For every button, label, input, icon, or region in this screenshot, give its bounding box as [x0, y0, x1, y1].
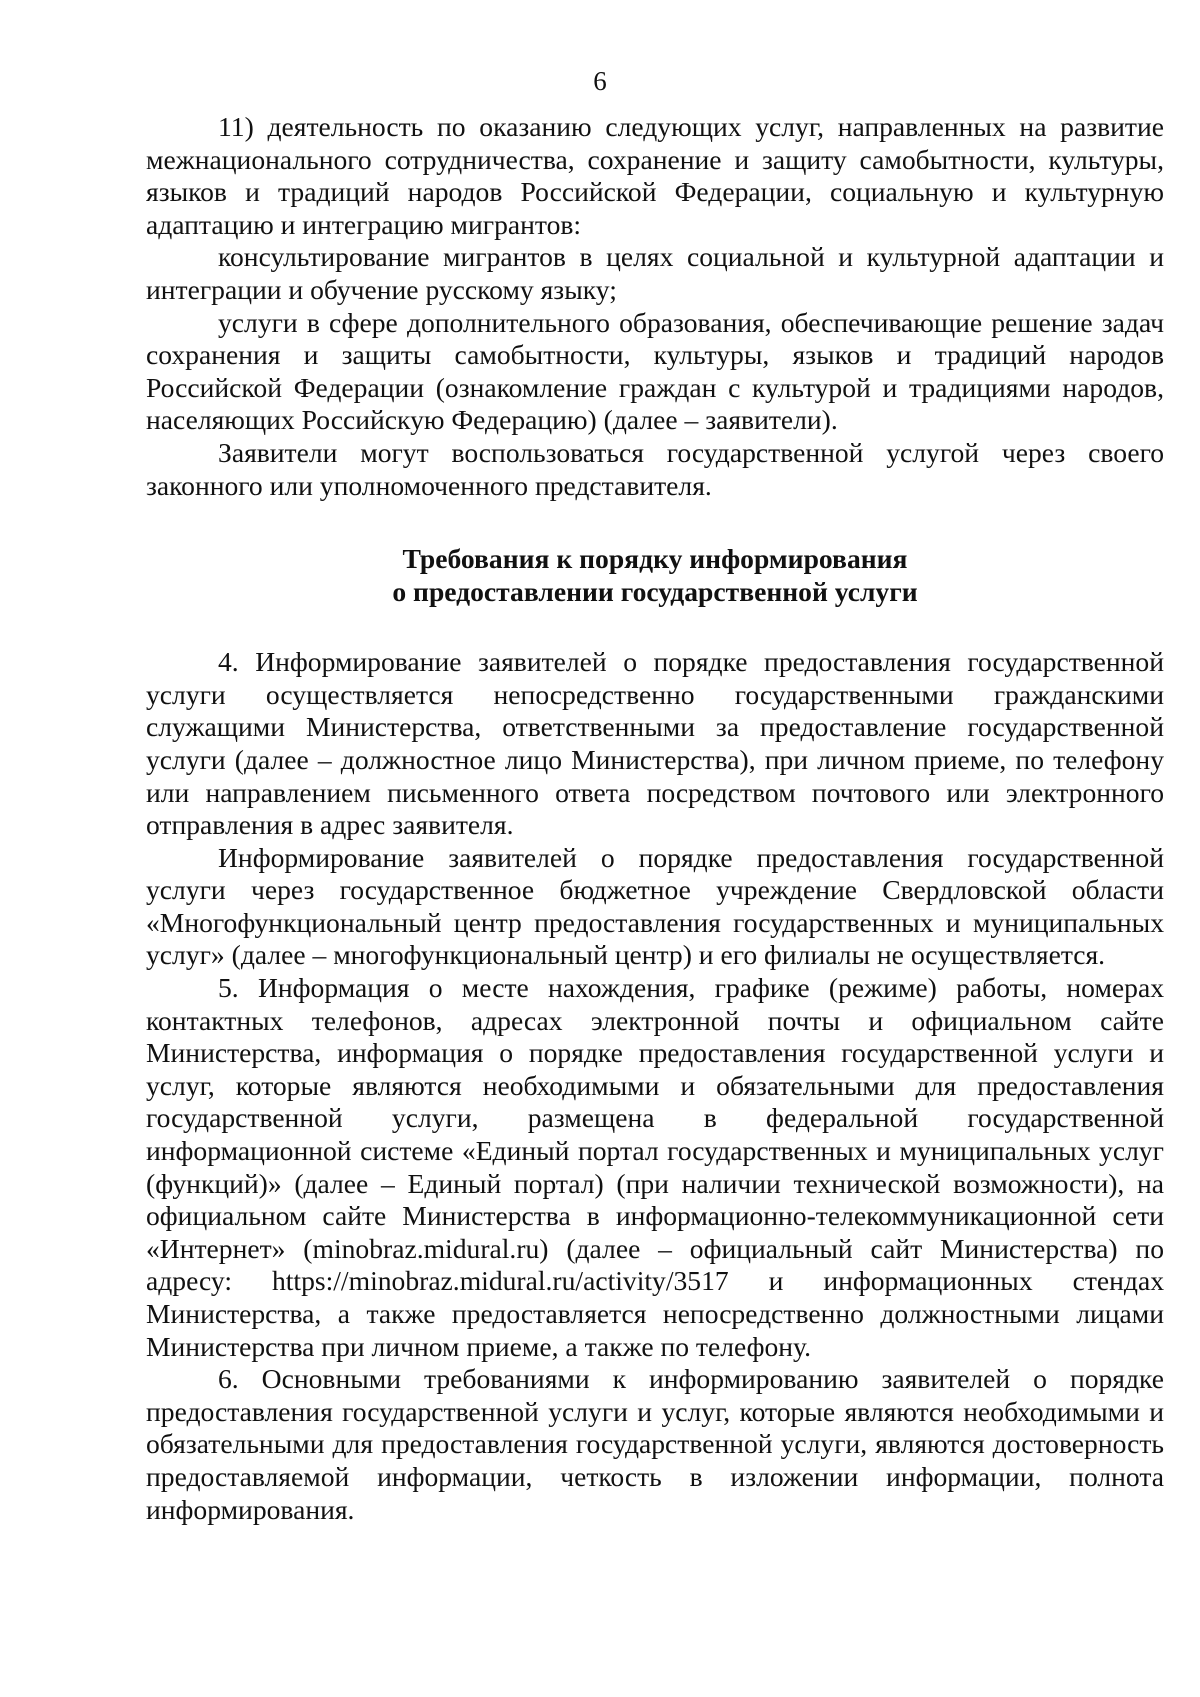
section-heading	[146, 542, 1164, 608]
paragraph-item-5: 5. Информация о месте нахождения, графике (режиме) работы, номерах контактных телефонов, адресах электронной почты и официальном сайте Министерства, информация о порядке предоставления государственной услуги и услуг, которые являются необходимыми и обязательными для предоставления государственной услуги, размещена в федеральной государственной информационной системе «Единый портал государственных и муниципальных услуг (функций)» (далее – Единый портал) (при наличии технической возможности), на официальном сайте Министерства в информационно-телекоммуникационной сети «Интернет» (minobraz.midural.ru) (далее – официальный сайт Министерства) по адресу: https://minobraz.midural.ru/activity/3517 и информационных стендах Министерства, а также предоставляется непосредственно должностными лицами Министерства при личном приеме, а также по телефону.	[146, 972, 1164, 1362]
paragraph-representative: Заявители могут воспользоваться государственной услугой через своего законного или уполномоченного представителя.	[146, 436, 1164, 501]
paragraph-consulting-migrants: консультирование мигрантов в целях социальной и культурной адаптации и интеграции и обучение русскому языку;	[146, 241, 1164, 305]
paragraph-mfc-note: Информирование заявителей о порядке предоставления государственной услуги через государственное бюджетное учреждение Свердловской области «Многофункциональный центр предоставления государственных и муниципальных услуг» (далее – многофункциональный центр) и его филиалы не осуществляется.	[146, 841, 1164, 971]
section-heading-line-2: о предоставлении государственной услуги	[392, 576, 918, 608]
paragraph-additional-education: услуги в сфере дополнительного образования, обеспечивающие решение задач сохранения и защиты самобытности, культуры, языков и традиций народов Российской Федерации (ознакомление граждан с культурой и традициями народов, населяющих Российскую Федерацию) (далее – заявители).	[146, 306, 1164, 436]
paragraph-item-6: 6. Основными требованиями к информированию заявителей о порядке предоставления государственной услуги и услуг, которые являются необходимыми и обязательными для предоставления государственной услуги, являются достоверность предоставляемой информации, четкость в изложении информации, полнота информирования.	[146, 1363, 1164, 1525]
document-body	[146, 111, 1164, 1526]
page-number: 6	[593, 66, 607, 96]
paragraph-item-4: 4. Информирование заявителей о порядке предоставления государственной услуги осуществляется непосредственно государственными гражданскими служащими Министерства, ответственными за предоставление государственной услуги (далее – должностное лицо Министерства), при личном приеме, по телефону или направлением письменного ответа посредством почтового или электронного отправления в адрес заявителя.	[146, 646, 1164, 841]
paragraph-item-11: 11) деятельность по оказанию следующих услуг, направленных на развитие межнационального сотрудничества, сохранение и защиту самобытности, культуры, языков и традиций народов Российской Федерации, социальную и культурную адаптацию и интеграцию мигрантов:	[146, 111, 1164, 240]
section-heading-line-1: Требования к порядку информирования	[402, 543, 908, 575]
